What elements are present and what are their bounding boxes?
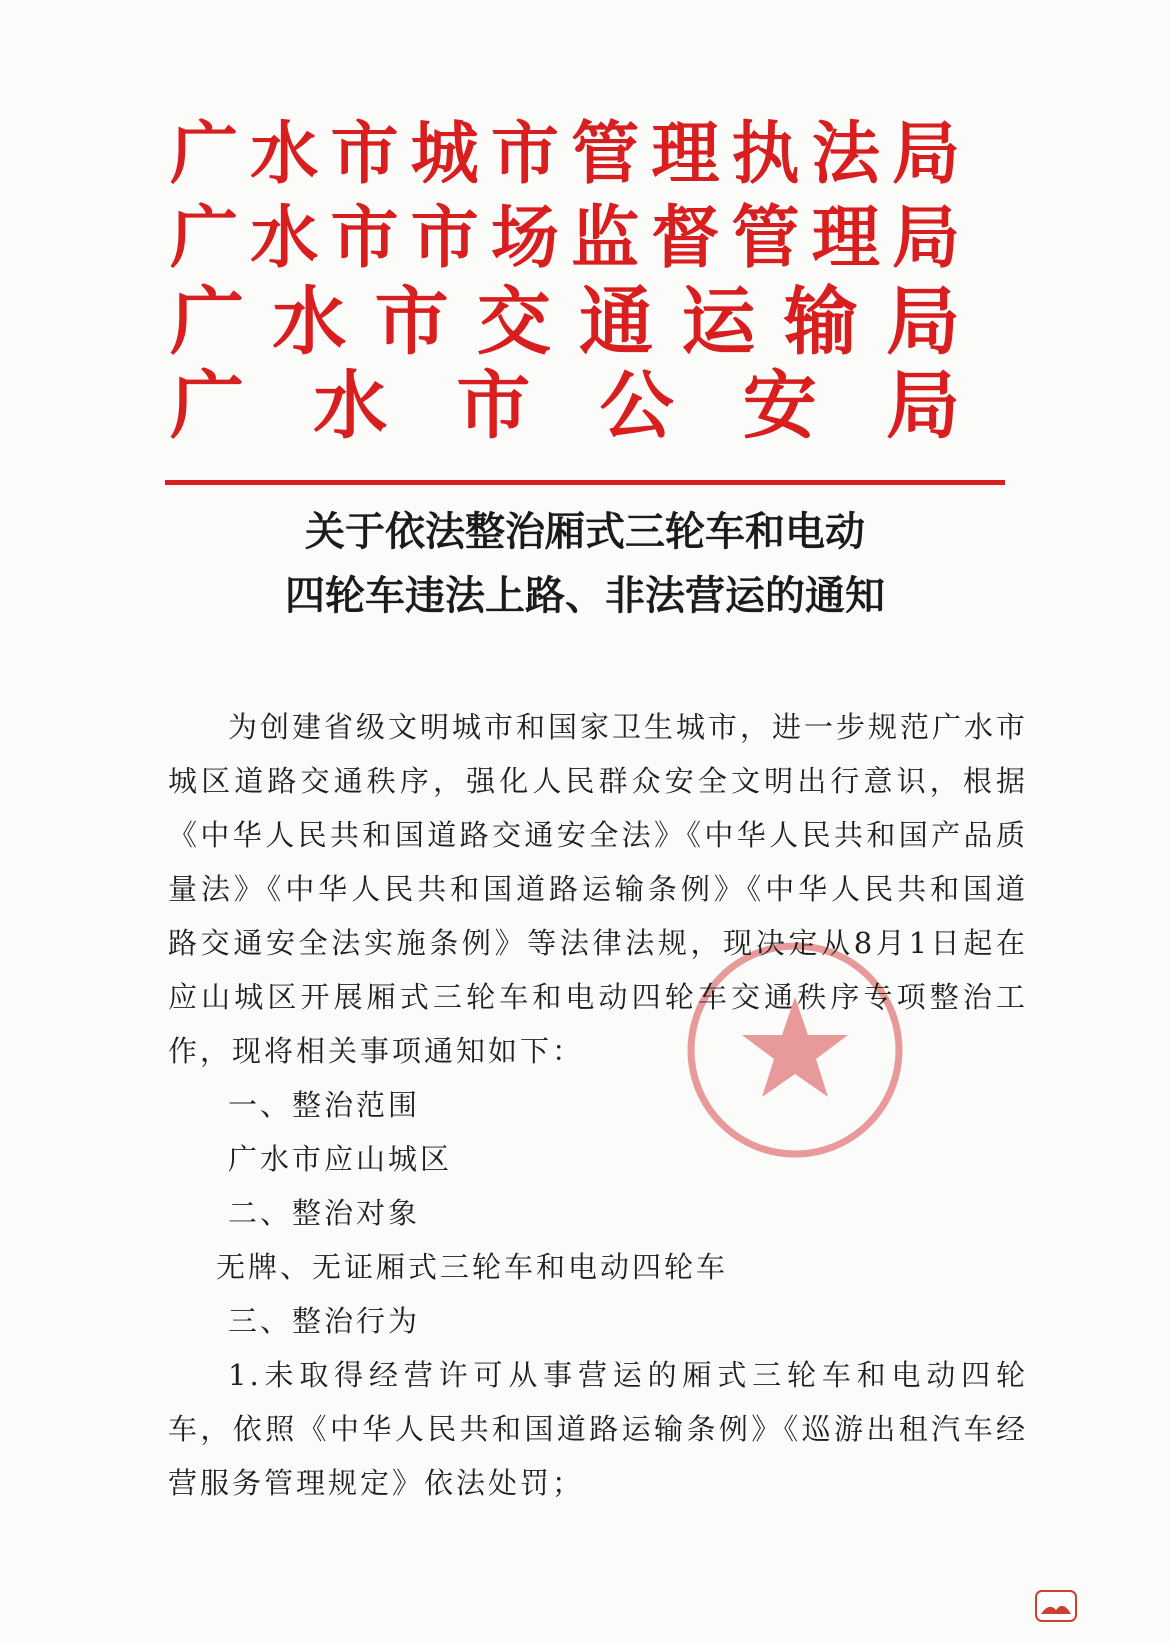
agency-char: 广 <box>170 363 244 449</box>
agency-char: 市 <box>490 114 559 194</box>
agency-char: 城 <box>410 114 479 194</box>
agency-char: 水 <box>272 279 347 365</box>
section-3-heading: 三、整治行为 <box>228 1304 421 1338</box>
agency-char: 市 <box>456 363 531 449</box>
agency-line-3 <box>170 280 960 364</box>
agency-char: 理 <box>811 198 880 278</box>
agency-char: 管 <box>571 114 640 194</box>
agency-char: 市 <box>330 198 399 278</box>
agency-line-4 <box>170 364 960 448</box>
agency-char: 局 <box>891 114 960 194</box>
section-3-item-1: 1.未取得经营许可从事营运的厢式三轮车和电动四轮车，依照《中华人民共和国道路运输条例》《巡游出租汽车经营服务管理规定》依法处罚； <box>168 1358 1028 1500</box>
agency-char: 水 <box>250 198 319 278</box>
agency-char: 法 <box>811 114 880 194</box>
agency-char: 市 <box>410 198 479 278</box>
agency-char: 执 <box>731 114 800 194</box>
agency-char: 通 <box>579 279 654 365</box>
issuing-agencies-header <box>170 112 960 448</box>
agency-char: 局 <box>885 279 960 365</box>
section-2-text: 无牌、无证厢式三轮车和电动四轮车 <box>216 1250 729 1284</box>
section-1-heading: 一、整治范围 <box>228 1088 421 1122</box>
agency-char: 运 <box>681 279 756 365</box>
agency-char: 水 <box>313 363 388 449</box>
agency-char: 局 <box>891 198 960 278</box>
agency-char: 输 <box>783 279 858 365</box>
agency-char: 理 <box>651 114 720 194</box>
agency-char: 广 <box>170 198 239 278</box>
red-divider-rule <box>165 480 1005 485</box>
agency-char: 局 <box>885 363 960 449</box>
title-line-2: 四轮车违法上路、非法营运的通知 <box>285 572 885 619</box>
agency-char: 安 <box>742 363 817 449</box>
agency-char: 督 <box>651 198 720 278</box>
section-2-heading: 二、整治对象 <box>228 1196 421 1230</box>
section-1-text: 广水市应山城区 <box>228 1142 453 1176</box>
intro-paragraph: 为创建省级文明城市和国家卫生城市，进一步规范广水市城区道路交通秩序，强化人民群众安全文明出行意识，根据《中华人民共和国道路交通安全法》《中华人民共和国产品质量法》《中华人民共和国道路运输条例》《中华人民共和国道路交通安全法实施条例》等法律法规，现决定从8月1日起在应山城区开展厢式三轮车和电动四轮车交通秩序专项整治工作，现将相关事项通知如下： <box>168 710 1029 1068</box>
agency-char: 监 <box>571 198 640 278</box>
agency-char: 管 <box>731 198 800 278</box>
agency-char: 交 <box>476 279 551 365</box>
agency-char: 市 <box>330 114 399 194</box>
agency-char: 广 <box>170 114 239 194</box>
agency-char: 场 <box>490 198 559 278</box>
agency-line-1 <box>170 112 960 196</box>
watermark-logo-icon <box>1035 1590 1077 1622</box>
document-body <box>168 700 1028 1510</box>
agency-char: 公 <box>599 363 674 449</box>
agency-char: 广 <box>170 279 244 365</box>
document-title <box>0 500 1170 628</box>
agency-line-2 <box>170 196 960 280</box>
agency-char: 市 <box>374 279 449 365</box>
title-line-1: 关于依法整治厢式三轮车和电动 <box>305 508 865 555</box>
agency-char: 水 <box>250 114 319 194</box>
